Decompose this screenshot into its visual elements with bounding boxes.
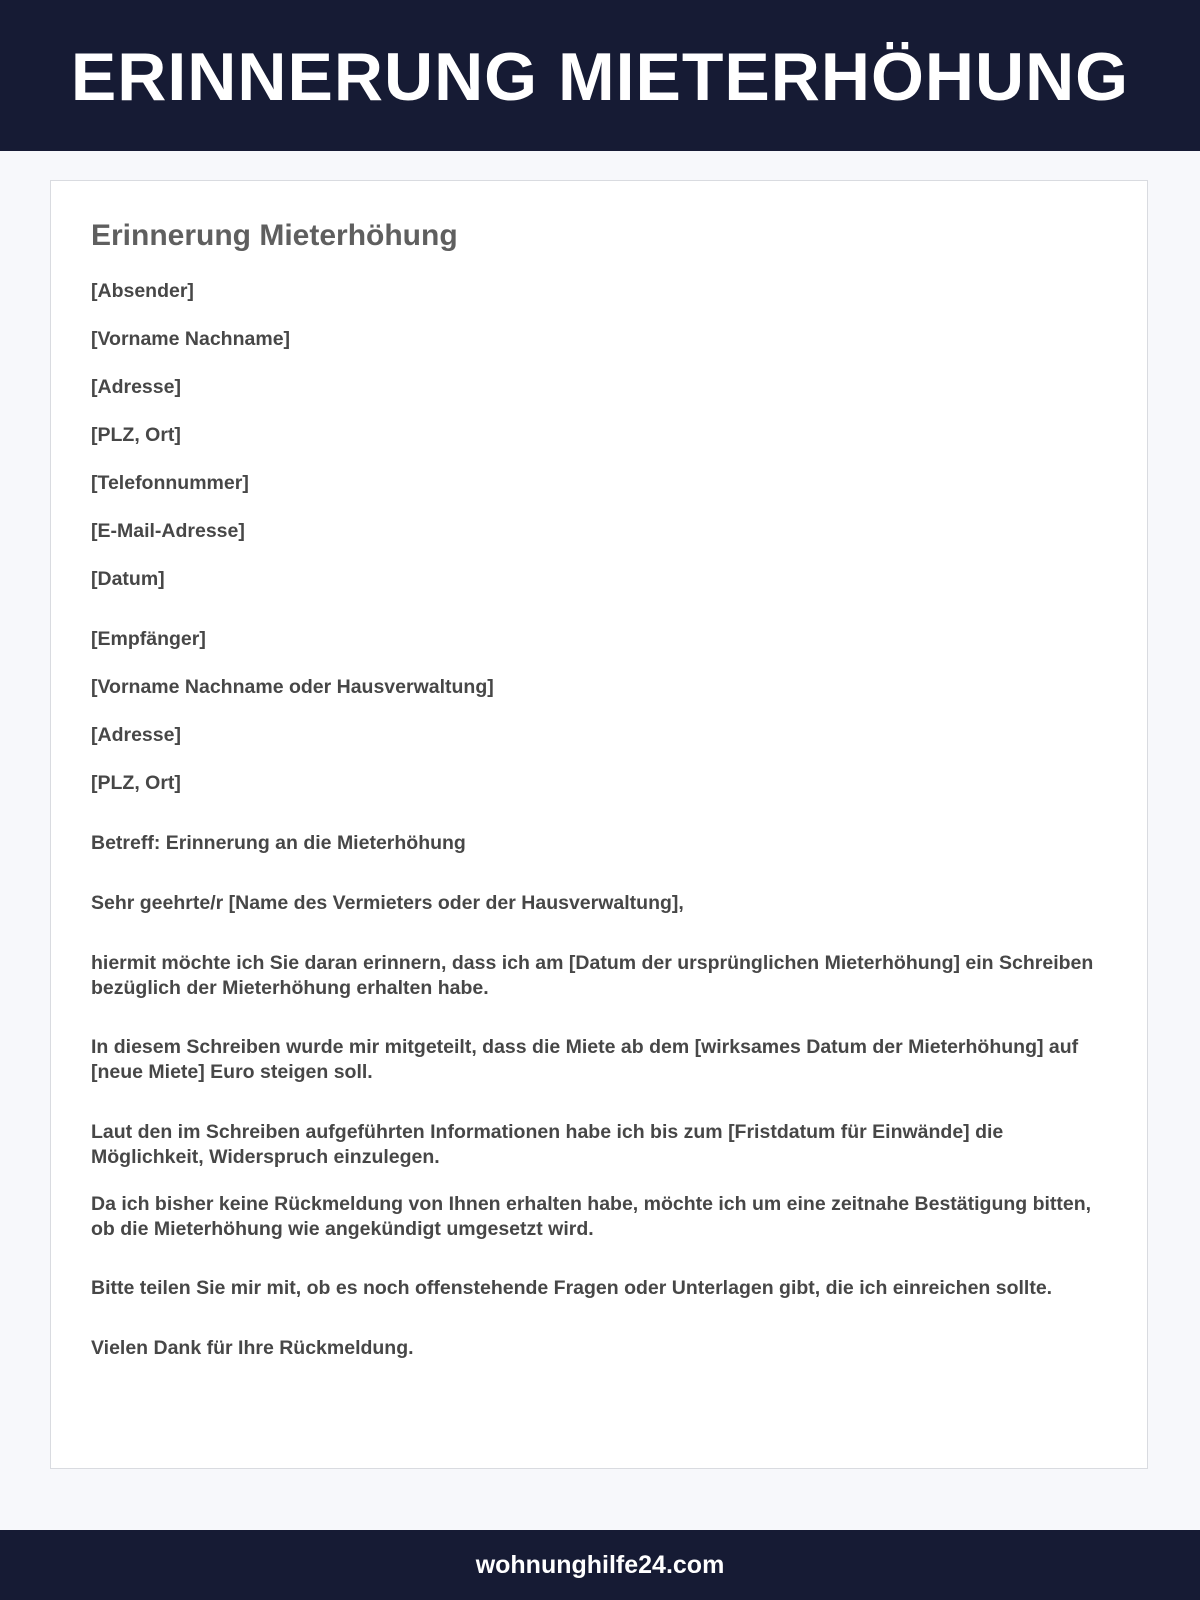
sender-email: [E-Mail-Adresse] (91, 520, 245, 542)
sender-address: [Adresse] (91, 376, 181, 398)
body-paragraph: Da ich bisher keine Rückmeldung von Ihnen erhalten habe, möchte ich um eine zeitnahe Bestätigung bitten, ob die Mieterhöhung wie angekündigt umgesetzt wird. (91, 1193, 1092, 1240)
page-footer (0, 1530, 1200, 1600)
body-paragraph: In diesem Schreiben wurde mir mitgeteilt, dass die Miete ab dem [wirksames Datum der Mieterhöhung] auf [neue Miete] Euro steigen soll. (91, 1036, 1079, 1083)
body-paragraph: Bitte teilen Sie mir mit, ob es noch offenstehende Fragen oder Unterlagen gibt, die ich einreichen sollte. (91, 1277, 1053, 1299)
footer-site-name: wohnunghilfe24.com (475, 1550, 725, 1579)
recipient-name: [Vorname Nachname oder Hausverwaltung] (91, 676, 494, 698)
sender-name: [Vorname Nachname] (91, 328, 291, 350)
letter-card (50, 180, 1148, 1469)
body-paragraph: Laut den im Schreiben aufgeführten Informationen habe ich bis zum [Fristdatum für Einwände] die Möglichkeit, Widerspruch einzulegen. (91, 1121, 1004, 1168)
page-header (0, 0, 1200, 151)
salutation: Sehr geehrte/r [Name des Vermieters oder der Hausverwaltung], (91, 892, 684, 914)
recipient-zip-city: [PLZ, Ort] (91, 772, 181, 794)
letter-date: [Datum] (91, 568, 165, 590)
subject-line: Betreff: Erinnerung an die Mieterhöhung (91, 832, 466, 854)
sender-label: [Absender] (91, 280, 194, 302)
sender-zip-city: [PLZ, Ort] (91, 424, 181, 446)
recipient-label: [Empfänger] (91, 628, 206, 650)
banner-title: ERINNERUNG MIETERHÖHUNG (70, 38, 1130, 115)
document-title: Erinnerung Mieterhöhung (91, 219, 458, 252)
closing-line: Vielen Dank für Ihre Rückmeldung. (91, 1337, 414, 1359)
body-paragraph: hiermit möchte ich Sie daran erinnern, dass ich am [Datum der ursprünglichen Mieterhöhung] ein Schreiben bezüglich der Mieterhöhung erhalten habe. (91, 952, 1094, 999)
sender-phone: [Telefonnummer] (91, 472, 249, 494)
recipient-address: [Adresse] (91, 724, 181, 746)
